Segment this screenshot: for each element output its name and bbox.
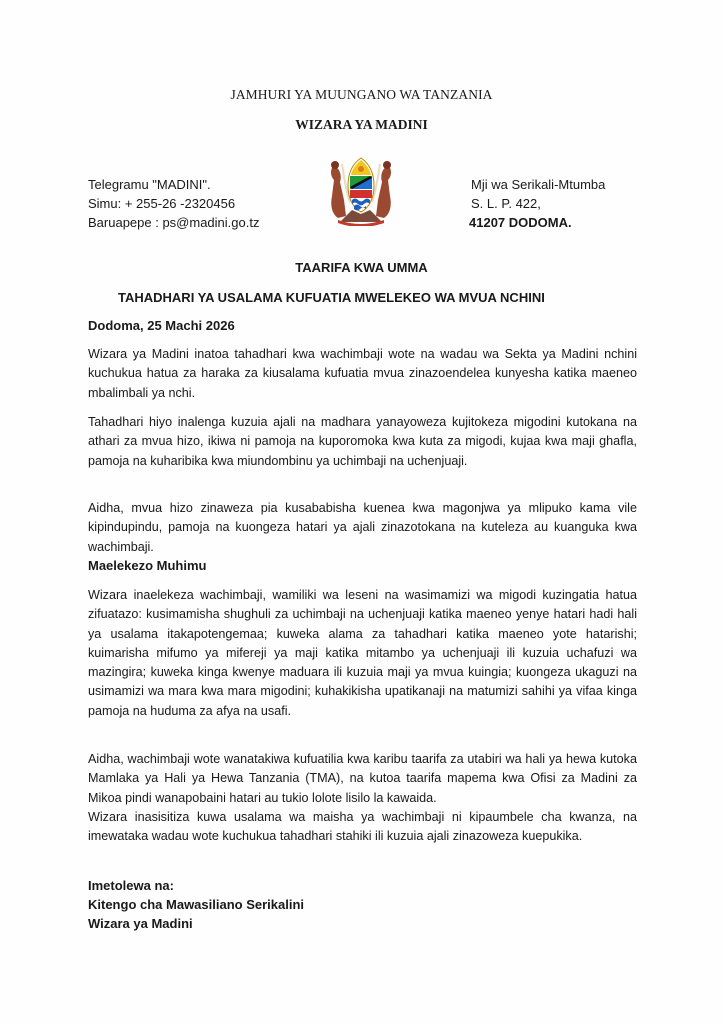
email-line: Baruapepe : ps@madini.go.tz [88,215,260,230]
issuing-unit: Kitengo cha Mawasiliano Serikalini [88,897,305,912]
issued-by: Imetolewa na: [88,878,174,893]
notice-title: TAHADHARI YA USALAMA KUFUATIA MWELEKEO WA MVUA NCHINI [118,290,545,305]
paragraph-emphasis: Wizara inasisitiza kuwa usalama wa maisha ya wachimbaji ni kipaumbele cha kwanza, na imewataka wadau wote kuchukua tahadhari stahiki ili kuzuia ajali zinazoweza kuepukika. [88,810,637,844]
city-line: 41207 DODOMA. [469,215,572,230]
location-line: Mji wa Serikali-Mtumba [471,177,606,192]
paragraph-weather: Aidha, wachimbaji wote wanatakiwa kufuatilia kwa karibu taarifa za utabiri wa hali ya hewa kutoka Mamlaka ya Hali ya Hewa Tanzania (TMA), na kutoa taarifa mapema kwa Ofisi za Madini za Mikoa pindi wanapobaini hatari au tukio lolote lisilo la kawaida. [88,752,637,805]
paragraph-intro: Wizara ya Madini inatoa tahadhari kwa wachimbaji wote na wadau wa Sekta ya Madini nchini kuchukua hatua za haraka za kiusalama kufuatia mvua zinazoendelea kunyesha katika maeneo mbalimbali ya nchi. [88,347,637,400]
ministry-heading: WIZARA YA MADINI [295,117,428,132]
issuing-ministry: Wizara ya Madini [88,916,193,931]
po-box-line: S. L. P. 422, [471,196,541,211]
section-heading: Maelekezo Muhimu [88,558,207,573]
dateline: Dodoma, 25 Machi 2026 [88,318,235,333]
telegram-line: Telegramu "MADINI". [88,177,211,192]
signature-block [88,876,304,933]
phone-line: Simu: + 255-26 -2320456 [88,196,236,211]
paragraph-directives: Wizara inaelekeza wachimbaji, wamiliki wa leseni na wasimamizi wa migodi kuzingatia hatua zifuatazo: kusimamisha shughuli za uchimbaji na uchenjuaji katika maeneo yenye hatari hadi hali ya usalama itakapotengemaa; kuweka alama za tahadhari katika maeneo yote hatarishi; kuimarisha mifumo ya mifereji ya maji katika mitambo ya uchenjuaji ili kuzuia uchafuzi wa mazingira; kuweka kinga kwenye maduara ili kuzuia maji ya mvua kuingia; kuongeza ukaguzi na usimamizi wa mara kwa mara migodini; kuhakikisha upatikanaji na matumizi sahihi ya vifaa kinga pamoja na huduma za afya na usafi. [88,588,637,718]
coat-of-arms-emblem [326,156,396,226]
country-heading: JAMHURI YA MUUNGANO WA TANZANIA [230,87,493,102]
letterhead-contact [88,175,259,232]
letterhead-address [471,175,605,232]
paragraph-diseases: Aidha, mvua hizo zinaweza pia kusababisha kuenea kwa magonjwa ya mlipuko kama vile kipindupindu, pamoja na kuongeza hatari ya ajali zinazotokana na kuteleza au kuanguka kwa wachimbaji. [88,501,637,554]
paragraph-purpose: Tahadhari hiyo inalenga kuzuia ajali na madhara yanayoweza kujitokeza migodini kutokana na athari za mvua hizo, ikiwa ni pamoja na kuporomoka kwa kuta za migodi, kujaa kwa maji ghafla, pamoja na kuharibika kwa miundombinu ya uchimbaji na uchenjuaji. [88,415,637,468]
notice-type: TAARIFA KWA UMMA [295,260,428,275]
